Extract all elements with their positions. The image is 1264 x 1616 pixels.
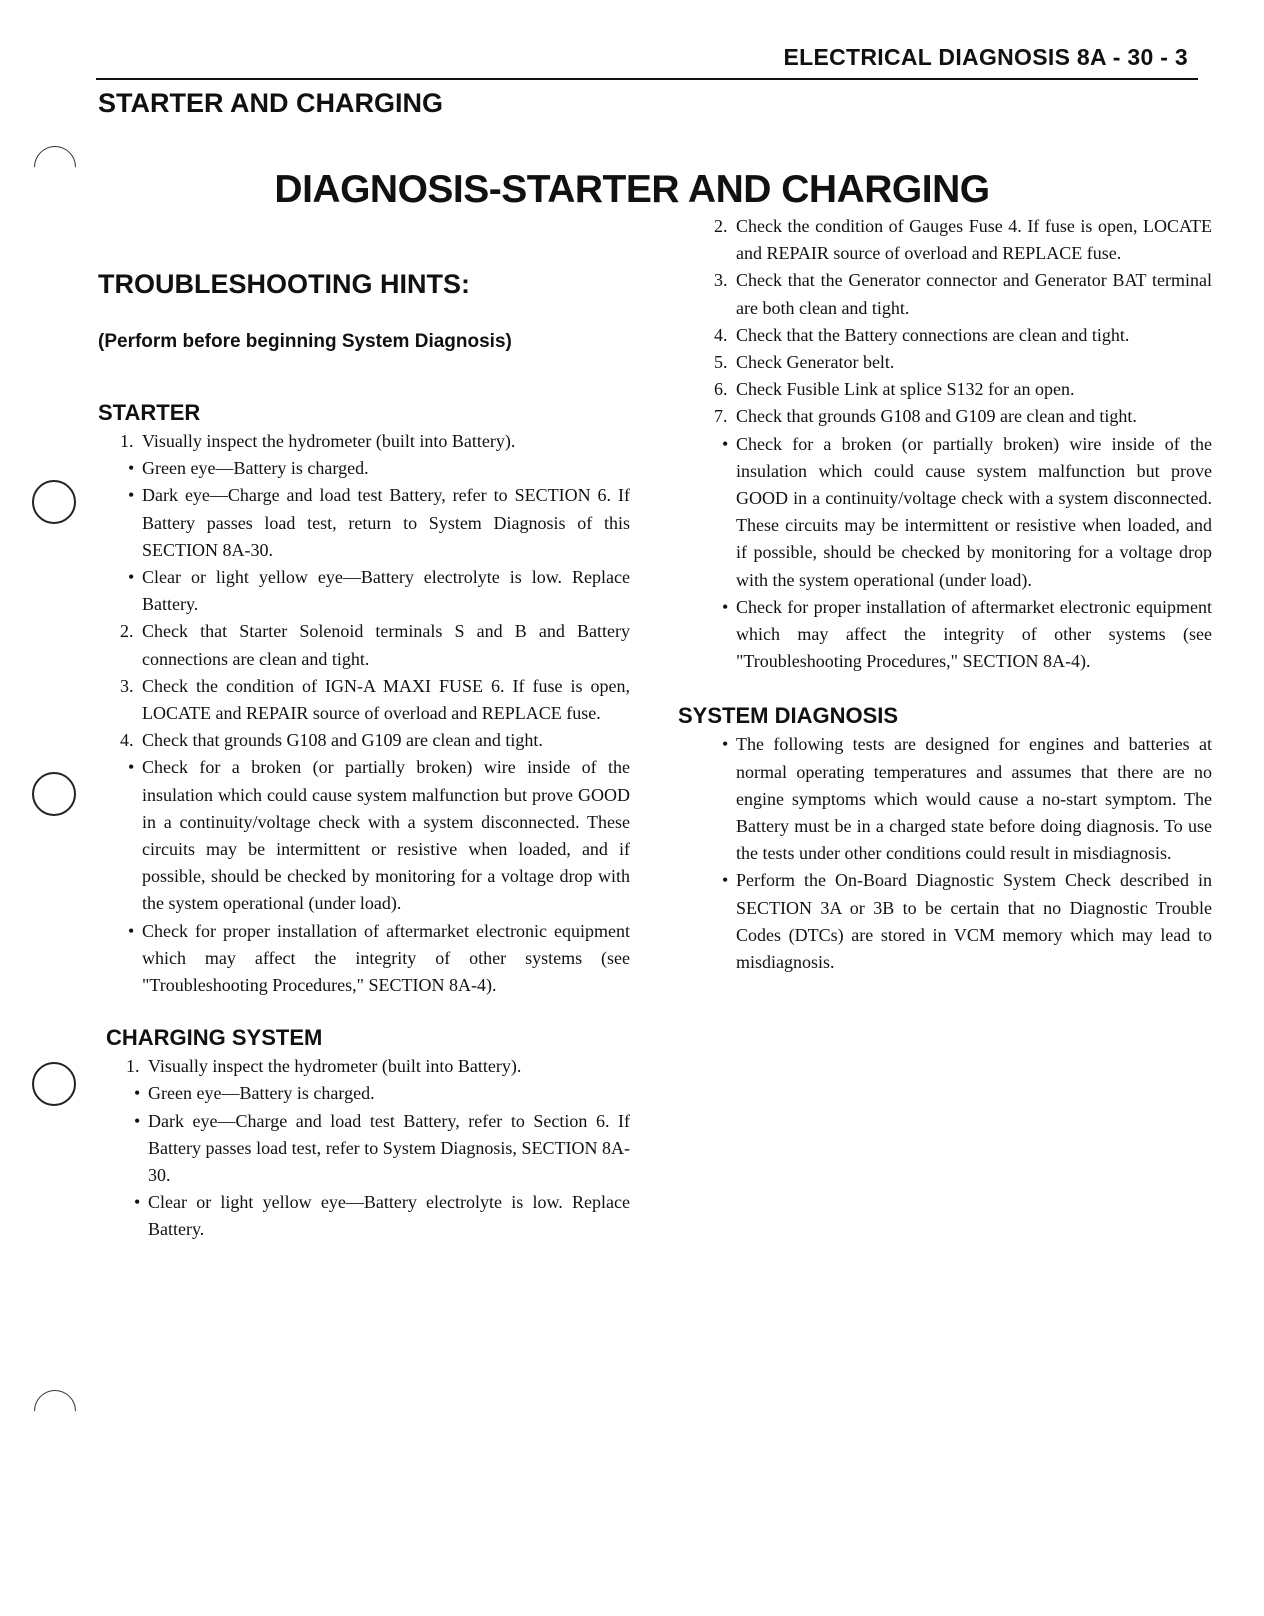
- step-number: 2.: [120, 621, 134, 642]
- item-text: Check that the Generator connector and Generator BAT terminal are both clean and tight.: [736, 270, 1212, 318]
- bullet-marker: •: [128, 567, 135, 588]
- bullet-marker: •: [134, 1083, 141, 1104]
- bullet-item: [98, 455, 630, 482]
- item-text: Check the condition of IGN-A MAXI FUSE 6. If fuse is open, LOCATE and REPAIR source of overload and REPLACE fuse.: [142, 675, 630, 724]
- running-header: ELECTRICAL DIAGNOSIS 8A - 30 - 3: [783, 44, 1188, 70]
- bullet-item: [98, 754, 630, 917]
- binder-hole-1: [32, 480, 76, 524]
- item-text: Check that grounds G108 and G109 are clean and tight.: [736, 406, 1137, 427]
- charging-heading: CHARGING SYSTEM: [106, 1025, 323, 1051]
- step-number: 7.: [714, 406, 728, 427]
- bullet-item: [98, 564, 630, 618]
- step-number: 5.: [714, 352, 728, 373]
- item-text: Check that the Battery connections are clean and tight.: [736, 324, 1130, 345]
- troubleshooting-note: (Perform before beginning System Diagnosis): [98, 331, 512, 352]
- bullet-marker: •: [722, 596, 729, 617]
- numbered-step: [104, 1053, 630, 1080]
- numbered-step: [98, 727, 630, 754]
- numbered-step: [692, 322, 1212, 349]
- item-text: Dark eye—Charge and load test Battery, refer to SECTION 6. If Battery passes load test, return to System Diagnosis of this SECTION 8A-30.: [142, 485, 630, 560]
- item-text: Check the condition of Gauges Fuse 4. If fuse is open, LOCATE and REPAIR source of overload and REPLACE fuse.: [736, 216, 1212, 264]
- item-text: The following tests are designed for engines and batteries at normal operating temperatures and assumes that there are no engine symptoms which would cause a no-start symptom. The Battery must be in a charged state before doing diagnosis. To use the tests under other conditions could result in misdiagnosis.: [736, 734, 1212, 864]
- starter-list: [98, 428, 630, 999]
- numbered-step: [692, 213, 1212, 267]
- item-text: Check that Starter Solenoid terminals S and B and Battery connections are clean and tight.: [142, 621, 630, 669]
- item-text: Check Fusible Link at splice S132 for an open.: [736, 379, 1075, 400]
- bullet-item: [692, 594, 1212, 676]
- system-diagnosis-heading: SYSTEM DIAGNOSIS: [678, 703, 899, 729]
- binder-hole-3: [32, 1062, 76, 1106]
- step-number: 3.: [120, 675, 134, 696]
- item-text: Visually inspect the hydrometer (built into Battery).: [142, 431, 516, 451]
- item-text: Green eye—Battery is charged.: [148, 1083, 375, 1104]
- step-number: 6.: [714, 379, 728, 400]
- step-number: 2.: [714, 216, 728, 236]
- left-column: [98, 250, 630, 1244]
- bullet-marker: •: [134, 1110, 141, 1131]
- bullet-marker: •: [128, 485, 135, 506]
- bullet-item: [692, 731, 1212, 867]
- numbered-step: [692, 349, 1212, 376]
- charging-list: [104, 1053, 630, 1243]
- binder-arc-mark-bottom: [25, 1381, 84, 1440]
- numbered-step: [98, 673, 630, 727]
- item-text: Dark eye—Charge and load test Battery, refer to Section 6. If Battery passes load test, refer to System Diagnosis, SECTION 8A-30.: [148, 1110, 630, 1186]
- troubleshooting-heading: TROUBLESHOOTING HINTS:: [98, 269, 470, 299]
- bullet-item: [98, 918, 630, 1000]
- bullet-marker: •: [134, 1192, 141, 1213]
- step-number: 3.: [714, 270, 728, 291]
- step-number: 1.: [126, 1056, 140, 1077]
- continued-list: [692, 213, 1212, 675]
- item-text: Visually inspect the hydrometer (built into Battery).: [148, 1056, 522, 1077]
- bullet-marker: •: [128, 458, 135, 479]
- item-text: Clear or light yellow eye—Battery electrolyte is low. Replace Battery.: [148, 1192, 630, 1240]
- item-text: Clear or light yellow eye—Battery electrolyte is low. Replace Battery.: [142, 567, 630, 615]
- bullet-item: [104, 1189, 630, 1243]
- item-text: Check for a broken (or partially broken) wire inside of the insulation which could cause system malfunction but prove GOOD in a continuity/voltage check with a system disconnected. These circuits may be intermittent or resistive when loaded, and if possible, should be checked by monitoring for a voltage drop with the system operational (under load).: [142, 757, 630, 914]
- bullet-marker: •: [722, 433, 729, 454]
- item-text: Check for proper installation of aftermarket electronic equipment which may affect the integrity of other systems (see "Troubleshooting Procedures," SECTION 8A-4).: [736, 596, 1212, 672]
- bullet-marker: •: [128, 920, 135, 941]
- bullet-marker: •: [722, 870, 729, 891]
- numbered-step: [692, 267, 1212, 321]
- step-number: 4.: [120, 730, 134, 751]
- system-diagnosis-list: [692, 731, 1212, 976]
- item-text: Check for a broken (or partially broken) wire inside of the insulation which could cause system malfunction but prove GOOD in a continuity/voltage check with a system disconnected. These circuits may be intermittent or resistive when loaded, and if possible, should be checked by monitoring for a voltage drop with the system operational (under load).: [736, 433, 1212, 590]
- bullet-item: [104, 1108, 630, 1190]
- section-title: STARTER AND CHARGING: [98, 88, 443, 118]
- bullet-item: [104, 1080, 630, 1107]
- starter-heading: STARTER: [98, 400, 201, 425]
- item-text: Check Generator belt.: [736, 352, 895, 373]
- bullet-marker: •: [722, 734, 729, 755]
- bullet-marker: •: [128, 757, 135, 778]
- numbered-step: [98, 428, 630, 455]
- step-number: 1.: [120, 431, 134, 451]
- page-title: DIAGNOSIS-STARTER AND CHARGING: [274, 168, 990, 211]
- bullet-item: [692, 431, 1212, 594]
- bullet-item: [692, 867, 1212, 976]
- numbered-step: [692, 376, 1212, 403]
- step-number: 4.: [714, 324, 728, 345]
- item-text: Check that grounds G108 and G109 are clean and tight.: [142, 730, 543, 751]
- binder-hole-2: [32, 772, 76, 816]
- item-text: Green eye—Battery is charged.: [142, 458, 369, 479]
- right-column: [678, 213, 1212, 976]
- header-rule: [96, 78, 1198, 80]
- bullet-item: [98, 482, 630, 564]
- numbered-step: [98, 618, 630, 672]
- item-text: Check for proper installation of aftermarket electronic equipment which may affect the integrity of other systems (see "Troubleshooting Procedures," SECTION 8A-4).: [142, 920, 630, 996]
- numbered-step: [692, 403, 1212, 430]
- item-text: Perform the On-Board Diagnostic System Check described in SECTION 3A or 3B to be certain that no Diagnostic Trouble Codes (DTCs) are stored in VCM memory which may lead to misdiagnosis.: [736, 870, 1212, 973]
